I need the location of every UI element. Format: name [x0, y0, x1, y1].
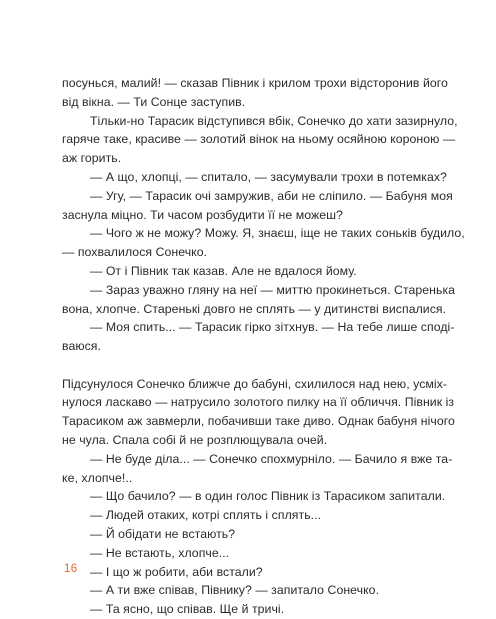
text-line: від вікна. — Ти Сонце заступив. [62, 94, 246, 109]
text-line: — Зараз уважно гляну на неї — миттю прокинеться. Старенька [90, 282, 456, 297]
text-line: — Не буде діла... — Сонечко спохмурніло. — Бачило я вже та- [90, 451, 453, 466]
text-line: — А ти вже співав, Півнику? — запитало Сонечко. [90, 583, 380, 598]
text-line: ваюся. [62, 339, 101, 354]
text-line: — Моя спить... — Тарасик гірко зітхнув. — На тебе лише споді- [90, 320, 455, 335]
text-line: — Чого ж не можу? Можу. Я, знаєш, іще не таких соньків будило, [90, 226, 465, 241]
text-line: — Й обідати не встають? [90, 526, 236, 541]
section-gap [62, 356, 452, 375]
text-line: не чула. Спала собі й не розплющувала очей. [62, 432, 328, 447]
text-line: ке, хлопче!.. [62, 470, 133, 485]
body-text [62, 74, 465, 619]
text-line: — Не встають, хлопче... [90, 545, 230, 560]
text-line: нулося ласкаво — натрусило золотого пилку на її обличчя. Півник із [62, 395, 455, 410]
text-line: — Та ясно, що співав. Ще й тричі. [90, 602, 285, 617]
text-line: — похвалилося Сонечко. [62, 245, 208, 260]
text-line: Тарасиком аж завмерли, побачивши таке диво. Однак бабуня нічого [62, 414, 455, 429]
text-line: — Угу, — Тарасик очі замружив, аби не сліпило. — Бабуня моя [90, 188, 453, 203]
text-line: — І що ж робити, аби встали? [90, 564, 263, 579]
text-line: заснула міцно. Ти часом розбудити її не можеш? [62, 207, 343, 222]
page-number: 16 [64, 563, 78, 575]
text-line: Підсунулося Сонечко ближче до бабуні, схилилося над нею, усміх- [62, 376, 448, 391]
text-line: — Що бачило? — в один голос Півник із Тарасиком запитали. [90, 489, 446, 504]
text-line: — От і Півник так казав. Але не вдалося йому. [90, 263, 357, 278]
text-line: Тільки-но Тарасик відступився вбік, Сонечко до хати зазирнуло, [90, 113, 458, 128]
text-line: гаряче таке, красиве — золотий вінок на ньому осяйною короною — [62, 132, 456, 147]
text-line: посунься, малий! — сказав Півник і крилом трохи відсторонив його [62, 76, 448, 90]
text-line: — Людей отаких, котрі сплять і сплять... [90, 508, 322, 523]
text-line: — А що, хлопці, — спитало, — засумували трохи в потемках? [90, 169, 447, 184]
text-line: вона, хлопче. Старенькі довго не сплять — у дитинстві виспалися. [62, 301, 447, 316]
text-line: аж горить. [62, 151, 122, 166]
